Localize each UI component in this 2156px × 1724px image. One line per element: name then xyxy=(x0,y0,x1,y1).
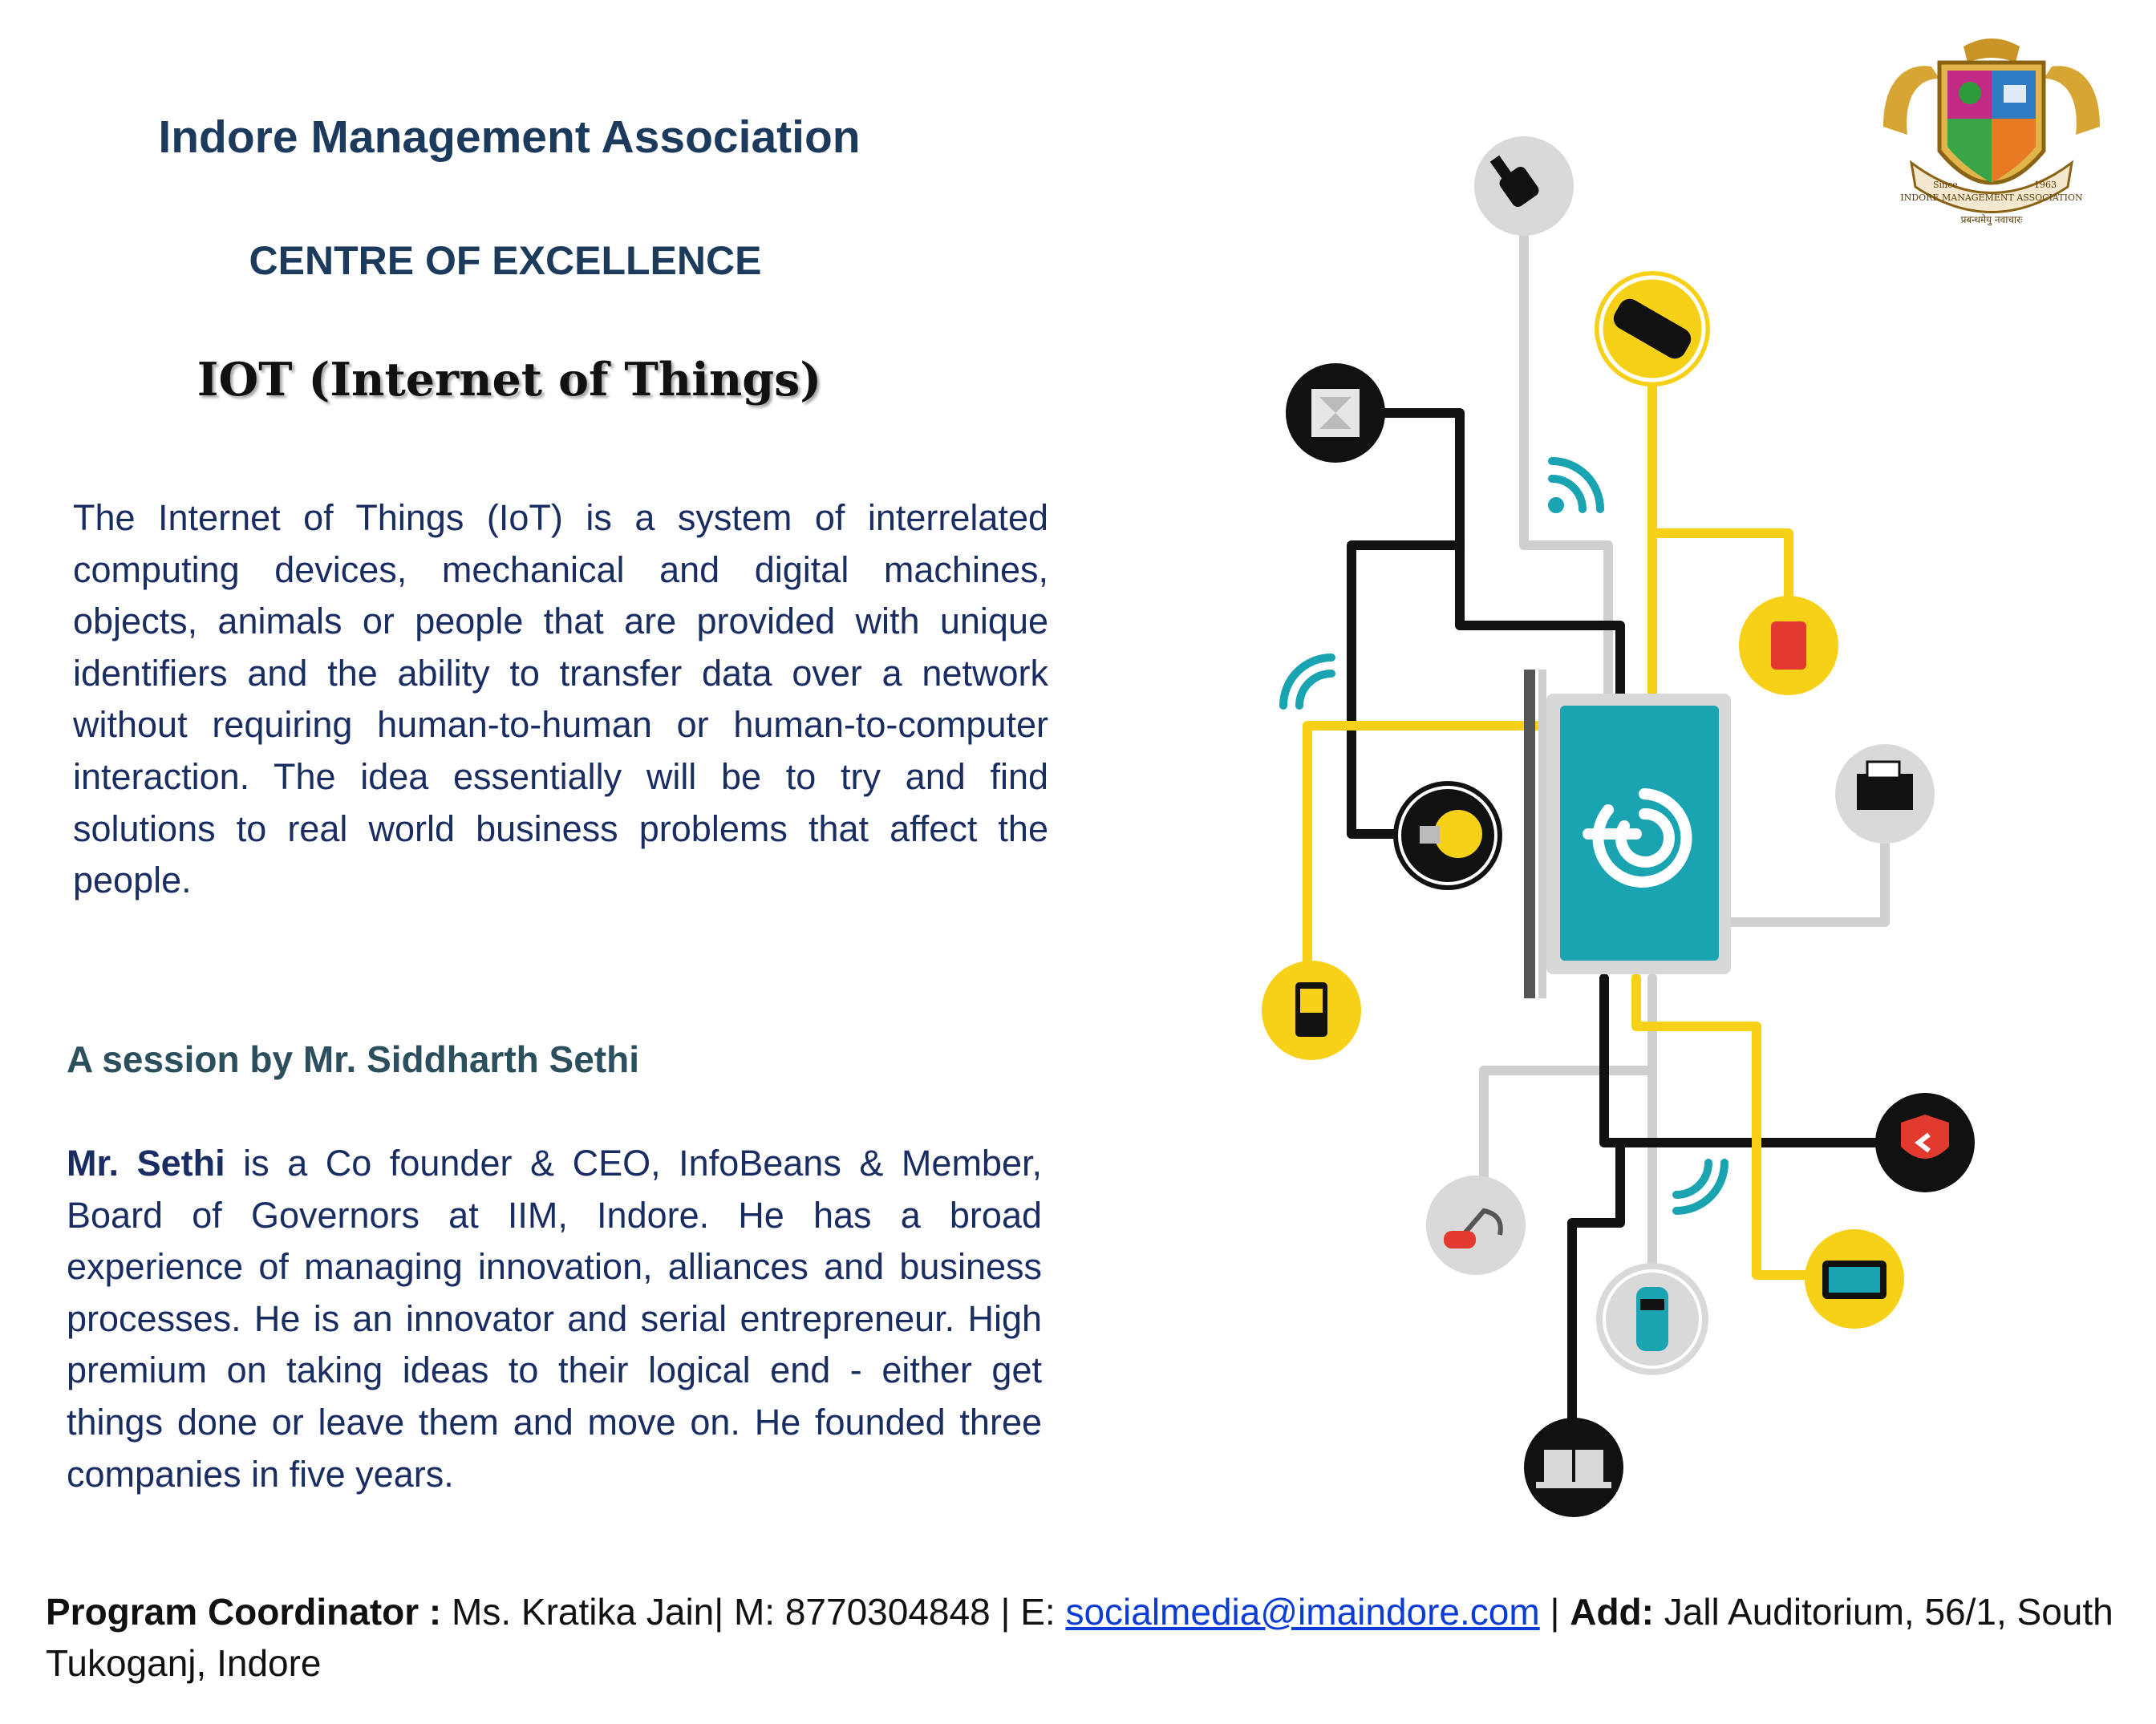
centre-heading: CENTRE OF EXCELLENCE xyxy=(249,238,762,283)
key-icon xyxy=(1474,136,1574,236)
footer-separator: | xyxy=(1539,1591,1570,1633)
coordinator-label: Program Coordinator : xyxy=(46,1591,442,1633)
intro-paragraph: The Internet of Things (IoT) is a system of interrelated computing devices, mechanical and digital machines, objects, animals or people that are provided with unique identifiers and the ability to transfer data over a network without requiring human-to-human or human-to-computer interaction. The idea essentially will be to try and find solutions to real world business problems that affect the people. xyxy=(73,497,1048,901)
address-text: Jall Auditorium, 56/1, South Tukoganj, Indore xyxy=(46,1591,2113,1684)
footer xyxy=(46,1586,2139,1689)
screen-icon xyxy=(1805,1229,1904,1329)
wifi-icon xyxy=(1283,658,1331,706)
logo-name: INDORE MANAGEMENT ASSOCIATION xyxy=(1900,192,2083,203)
phone-icon xyxy=(1739,596,1838,695)
page-title: IOT (Internet of Things) xyxy=(197,353,822,407)
printer-icon xyxy=(1835,744,1935,844)
laptop-icon xyxy=(1524,1418,1623,1517)
speaker-bio-text: is a Co founder & CEO, InfoBeans & Member, Board of Governors at IIM, Indore. He has a broad experience of managing innovation, alliances and business processes. He is an innovator and serial entrepreneur. High premium on taking ideas to their logical end - either get things done or leave them and move on. He founded three companies in five years. xyxy=(67,1143,1042,1495)
vacuum-icon xyxy=(1426,1176,1526,1275)
remote-icon xyxy=(1595,271,1710,386)
mobile-icon xyxy=(1262,961,1361,1060)
address-label: Add: xyxy=(1570,1591,1654,1633)
wifi-icon xyxy=(1552,461,1600,509)
speaker-name: Mr. Sethi xyxy=(67,1143,225,1184)
organization-name: Indore Management Association xyxy=(158,111,861,163)
tablet-icon xyxy=(1286,363,1385,463)
coordinator-details: Ms. Kratika Jain| M: 8770304848 | E: xyxy=(441,1591,1066,1633)
wifi-icon xyxy=(1676,1163,1724,1211)
bulb-icon xyxy=(1393,781,1502,890)
email-link[interactable]: socialmedia@imaindore.com xyxy=(1065,1591,1540,1633)
iot-diagram xyxy=(1243,120,2005,1540)
shield-icon xyxy=(1875,1093,1975,1192)
logo-since: Since xyxy=(1933,180,1958,190)
speaker-bio xyxy=(67,1138,1042,1500)
logo-motto: प्रबन्धमेयु नवाचारः xyxy=(1960,214,2023,225)
session-heading: A session by Mr. Siddharth Sethi xyxy=(67,1038,639,1080)
car-icon xyxy=(1596,1263,1708,1375)
logo-year: 1963 xyxy=(2034,180,2057,190)
